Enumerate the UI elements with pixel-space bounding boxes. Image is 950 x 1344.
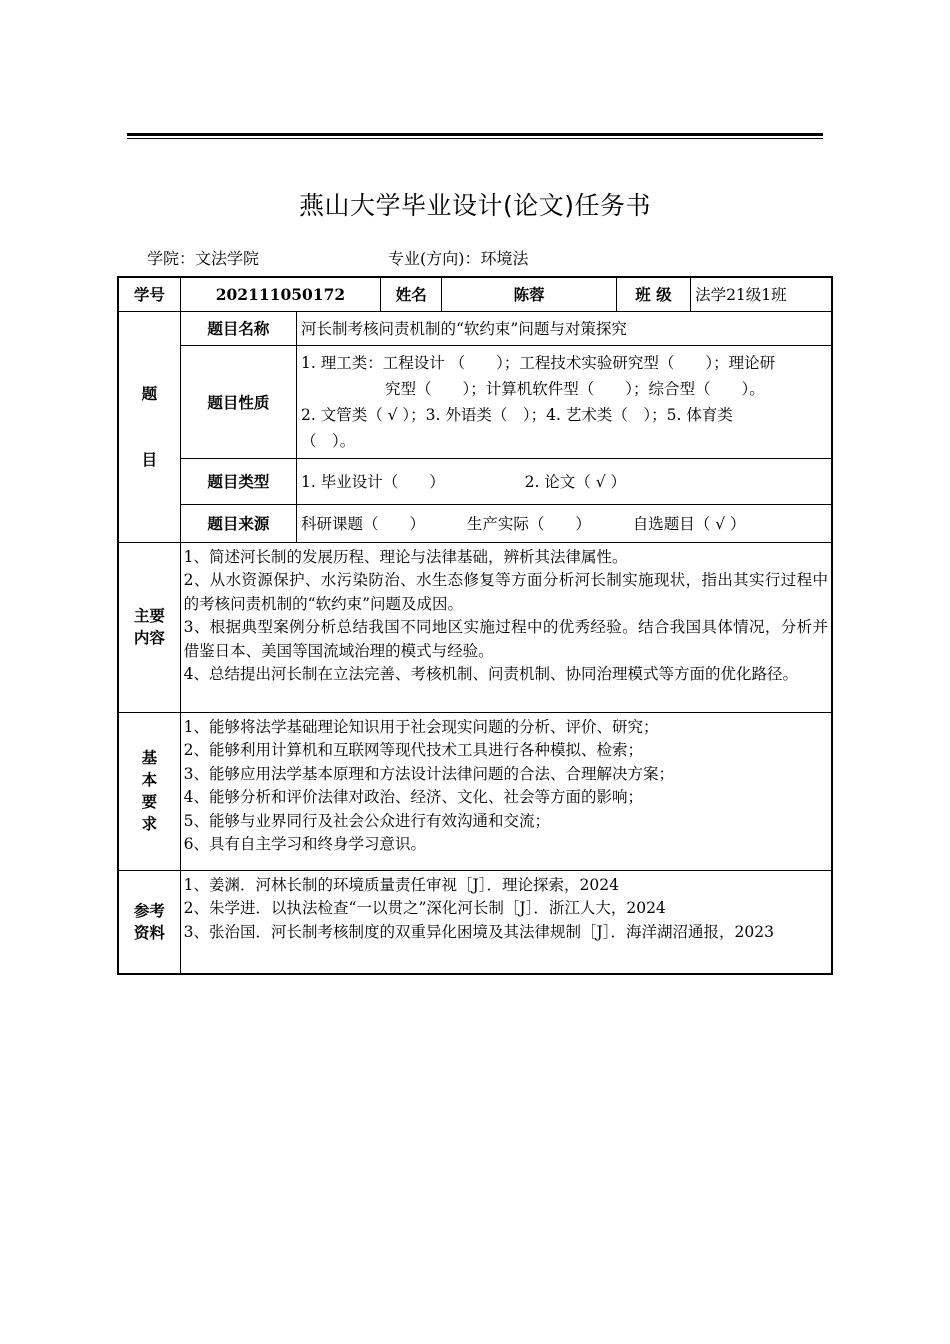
content-item: 4、总结提出河长制在立法完善、考核机制、问责机制、协同治理模式等方面的优化路径。 xyxy=(183,665,799,683)
topic-source-label: 题目来源 xyxy=(180,504,296,542)
main-content-label-line: 主要 xyxy=(133,607,165,625)
main-content-label xyxy=(118,542,180,712)
class-label: 班 级 xyxy=(616,277,690,311)
type-option-thesis: 2. 论文（ √ ） xyxy=(524,473,627,491)
reference-item: 2、朱学进．以执法检查“一以贯之”深化河长制［J］．浙江人大，2024 xyxy=(183,899,666,917)
references-body xyxy=(180,870,832,974)
nature-line: 1. 理工类：工程设计 （ ）；工程技术实验研究型（ ）；理论研 xyxy=(300,353,776,372)
references-row xyxy=(118,870,832,974)
topic-label-char: 目 xyxy=(141,450,158,469)
content-item: 2、从水资源保护、水污染防治、水生态修复等方面分析河长制实施现状，指出其实行过程中的考核问责机制的“软约束”问题及成因。 xyxy=(183,571,828,613)
document-title: 燕山大学毕业设计(论文)任务书 xyxy=(298,191,651,220)
source-option-research: 科研课题（ ） xyxy=(300,515,425,533)
reference-item: 3、张治国．河长制考核制度的双重异化困境及其法律规制［J］．海洋湖沼通报，2023 xyxy=(183,922,774,941)
requirements-label-char: 求 xyxy=(141,815,158,833)
source-option-production: 生产实际（ ） xyxy=(466,515,591,533)
topic-type-row xyxy=(118,458,832,504)
student-name-label: 姓名 xyxy=(381,277,442,311)
main-content-label-line: 内容 xyxy=(133,629,165,647)
nature-line: （ ）。 xyxy=(300,431,356,450)
class-value: 法学21级1班 xyxy=(691,277,832,311)
topic-source-row xyxy=(118,504,832,542)
requirements-label-char: 本 xyxy=(141,771,158,789)
references-label-line: 参考 xyxy=(133,901,165,920)
student-info-row xyxy=(118,277,832,311)
topic-name-row xyxy=(118,311,832,345)
main-content-body xyxy=(180,542,832,712)
topic-section-label xyxy=(118,311,180,542)
references-label xyxy=(118,870,180,974)
college-field: 学院：文法学院 xyxy=(147,249,260,268)
header-rule-thin xyxy=(127,138,823,139)
source-option-self: 自选题目（ √ ） xyxy=(632,515,746,533)
topic-name-value: 河长制考核问责机制的“软约束”问题与对策探究 xyxy=(296,311,832,345)
topic-source-value xyxy=(296,504,832,542)
topic-name-label: 题目名称 xyxy=(180,311,296,345)
nature-line: 2. 文管类（ √ ）；3. 外语类（ ）；4. 艺术类（ ）；5. 体育类 xyxy=(300,405,733,424)
basic-requirements-body xyxy=(180,712,832,870)
requirement-item: 3、能够应用法学基本原理和方法设计法律问题的合法、合理解决方案； xyxy=(183,764,675,783)
references-label-line: 资料 xyxy=(133,923,165,942)
nature-line: 究型（ ）；计算机软件型（ ）；综合型（ ）。 xyxy=(384,379,765,398)
requirement-item: 1、能够将法学基础理论知识用于社会现实问题的分析、评价、研究； xyxy=(183,717,659,736)
type-option-design: 1. 毕业设计（ ） xyxy=(300,473,445,491)
student-id-value: 202111050172 xyxy=(180,277,381,311)
main-content-row xyxy=(118,542,832,712)
requirements-label-char: 要 xyxy=(141,793,158,811)
requirement-item: 4、能够分析和评价法律对政治、经济、文化、社会等方面的影响； xyxy=(183,788,644,806)
content-item: 3、根据典型案例分析总结我国不同地区实施过程中的优秀经验。结合我国具体情况，分析并借鉴日本、美国等国流域治理的模式与经验。 xyxy=(183,618,828,660)
requirement-item: 6、具有自主学习和终身学习意识。 xyxy=(183,835,427,853)
requirement-item: 5、能够与业界同行及社会公众进行有效沟通和交流； xyxy=(183,811,551,830)
requirement-item: 2、能够利用计算机和互联网等现代技术工具进行各种模拟、检索； xyxy=(183,741,644,759)
topic-nature-label: 题目性质 xyxy=(180,345,296,458)
requirements-label-char: 基 xyxy=(141,749,158,767)
topic-label-char: 题 xyxy=(141,384,158,403)
topic-nature-row xyxy=(118,345,832,458)
content-item: 1、简述河长制的发展历程、理论与法律基础，辨析其法律属性。 xyxy=(183,547,628,566)
reference-item: 1、姜渊．河林长制的环境质量责任审视［J］．理论探索，2024 xyxy=(183,875,619,894)
student-id-label: 学号 xyxy=(118,277,180,311)
major-field: 专业(方向)：环境法 xyxy=(388,249,529,268)
topic-type-value xyxy=(296,458,832,504)
topic-nature-value xyxy=(296,345,832,458)
task-form-table xyxy=(117,276,833,975)
student-name-value: 陈蓉 xyxy=(442,277,616,311)
basic-requirements-row xyxy=(118,712,832,870)
basic-requirements-label xyxy=(118,712,180,870)
topic-type-label: 题目类型 xyxy=(180,458,296,504)
header-rule-thick xyxy=(127,133,823,136)
